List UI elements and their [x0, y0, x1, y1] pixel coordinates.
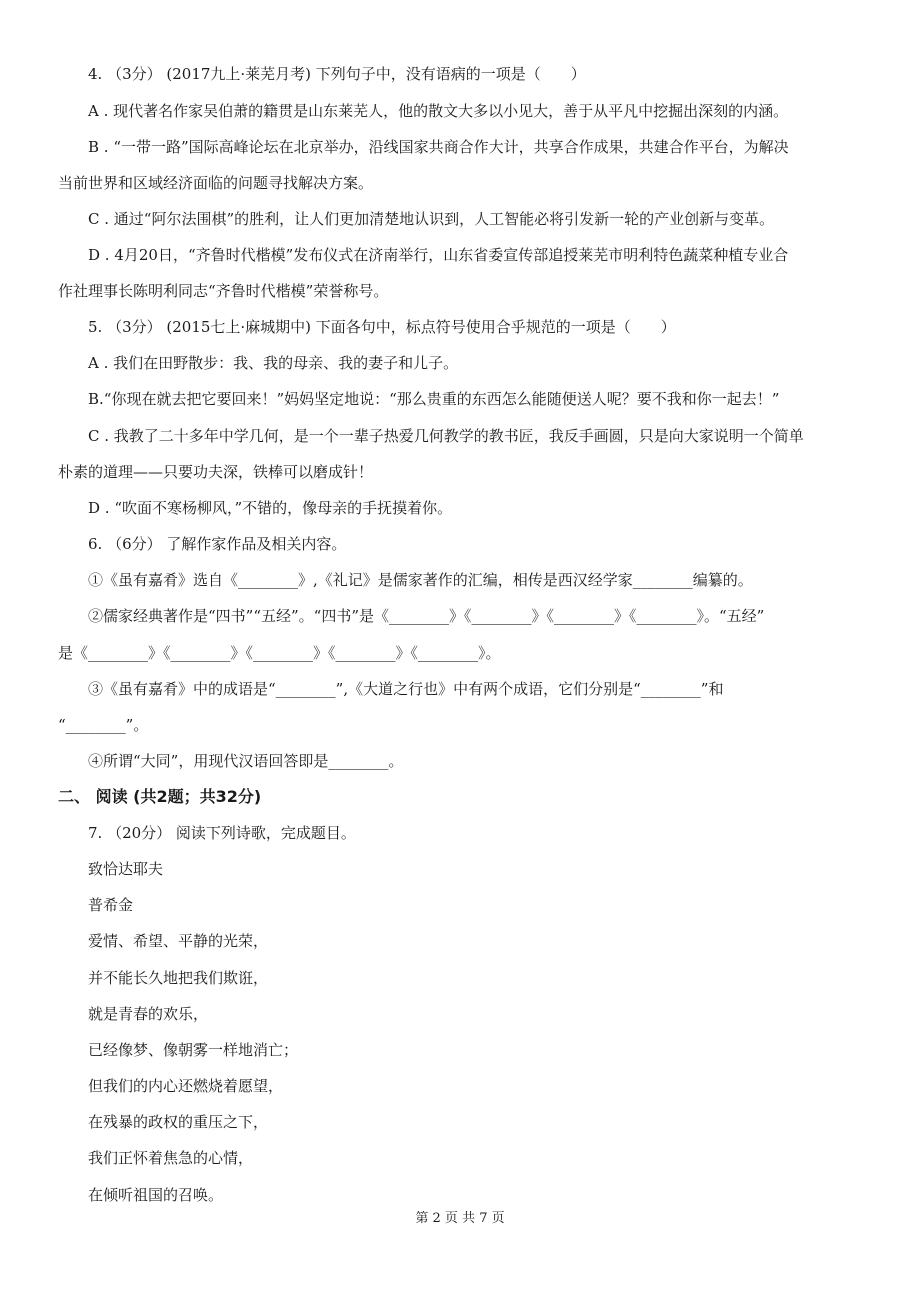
- question-5-option-b: B.“你现在就去把它要回来！”妈妈坚定地说：“那么贵重的东西怎么能随便送人呢？要不我和你一起去！”: [88, 390, 780, 408]
- poem-line: 爱情、希望、平静的光荣，: [88, 932, 269, 950]
- poem-author: 普希金: [88, 896, 134, 914]
- question-6-item-3-line2: “________”。: [58, 716, 149, 734]
- question-4-option-b-line1: B . “一带一路”国际高峰论坛在北京举办，沿线国家共商合作大计，共享合作成果，共建合作平台，为解决: [88, 138, 789, 156]
- question-4-option-d-line1: D . 4月20日，“齐鲁时代楷模”发布仪式在济南举行，山东省委宣传部追授莱芜市明利特色蔬菜种植专业合: [88, 246, 789, 264]
- question-5-option-a: A . 我们在田野散步：我、我的母亲、我的妻子和儿子。: [88, 354, 459, 372]
- poem-line: 已经像梦、像朝雾一样地消亡；: [88, 1041, 299, 1059]
- question-4-stem: 4. （3分） (2017九上·莱芜月考) 下列句子中，没有语病的一项是（ ）: [88, 65, 586, 83]
- poem-line: 但我们的内心还燃烧着愿望，: [88, 1077, 284, 1095]
- poem-line: 就是青春的欢乐，: [88, 1005, 209, 1023]
- question-4-option-b-line2: 当前世界和区域经济面临的问题寻找解决方案。: [58, 174, 374, 192]
- question-5-stem: 5. （3分） (2015七上·麻城期中) 下面各句中，标点符号使用合乎规范的一项是（ ）: [88, 318, 676, 336]
- page-footer: 第 2 页 共 7 页: [415, 1211, 505, 1226]
- question-4-option-a: A . 现代著名作家吴伯萧的籍贯是山东莱芜人，他的散文大多以小见大，善于从平凡中挖掘出深刻的内涵。: [88, 102, 789, 120]
- question-6-item-1: ①《虽有嘉肴》选自《________》,《礼记》是儒家著作的汇编，相传是西汉经学家________编纂的。: [88, 571, 753, 589]
- question-4-option-d-line2: 作社理事长陈明利同志“齐鲁时代楷模”荣誉称号。: [58, 282, 389, 300]
- poem-line: 我们正怀着焦急的心情，: [88, 1149, 254, 1167]
- poem-title: 致恰达耶夫: [88, 860, 164, 878]
- question-6-item-2-line1: ②儒家经典著作是“四书”“五经”。“四书”是《________》《________》《________》《________》。“五经”: [88, 607, 765, 625]
- section-2-heading: 二、 阅读 (共2题；共32分): [58, 787, 262, 806]
- poem-line: 并不能长久地把我们欺诳，: [88, 969, 269, 987]
- question-5-option-d: D . “吹面不寒杨柳风，”不错的，像母亲的手抚摸着你。: [88, 499, 453, 517]
- question-7-stem: 7. （20分） 阅读下列诗歌，完成题目。: [88, 824, 356, 842]
- question-5-option-c-line2: 朴素的道理——只要功夫深，铁棒可以磨成针！: [58, 463, 374, 481]
- question-6-item-4: ④所谓“大同”，用现代汉语回答即是________。: [88, 752, 404, 770]
- question-6-stem: 6. （6分） 了解作家作品及相关内容。: [88, 535, 347, 553]
- question-5-option-c-line1: C . 我教了二十多年中学几何，是一个一辈子热爱几何教学的教书匠，我反手画圆，只是向大家说明一个简单: [88, 427, 804, 445]
- question-4-option-c: C . 通过“阿尔法围棋”的胜利，让人们更加清楚地认识到，人工智能必将引发新一轮的产业创新与变革。: [88, 210, 775, 228]
- question-6-item-2-line2: 是《________》《________》《________》《________》《________》。: [58, 644, 501, 662]
- poem-line: 在倾听祖国的召唤。: [88, 1186, 224, 1204]
- poem-line: 在残暴的政权的重压之下，: [88, 1113, 269, 1131]
- question-6-item-3-line1: ③《虽有嘉肴》中的成语是“________”,《大道之行也》中有两个成语，它们分别是“________”和: [88, 680, 724, 698]
